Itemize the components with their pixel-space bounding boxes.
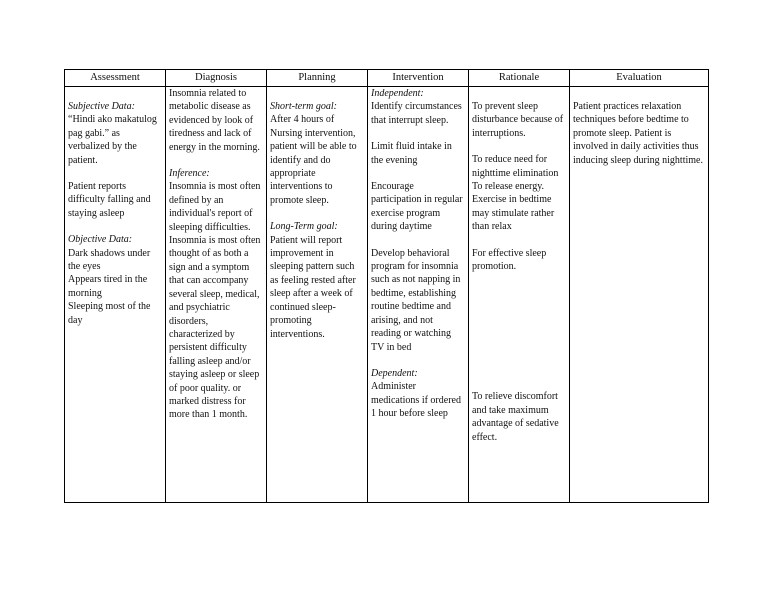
header-diagnosis: Diagnosis <box>166 70 267 87</box>
header-assessment: Assessment <box>65 70 166 87</box>
evaluation-cell <box>570 87 709 503</box>
assessment-cell <box>65 87 166 503</box>
intervention-cell <box>368 87 469 503</box>
header-row <box>65 70 709 87</box>
nursing-care-plan-table <box>64 69 709 503</box>
header-rationale: Rationale <box>469 70 570 87</box>
patient-report-text: Patient reports difficulty falling and staying asleep <box>68 181 151 219</box>
intervention-item: Limit fluid intake in the evening <box>371 141 452 166</box>
rationale-item: For effective sleep promotion. <box>472 247 547 273</box>
intervention-item: Encourage participation in regular exercise program during daytime <box>371 181 463 233</box>
diagnosis-cell <box>166 87 267 503</box>
intervention-item: Identify circumstances that interrupt sleep. <box>371 101 462 126</box>
long-term-goal-label: Long-Term goal: <box>270 221 338 233</box>
rationale-item: To reduce need for nighttime elimination <box>472 154 559 179</box>
intervention-item: Develop behavioral program for insomnia such as not napping in bedtime, establishing routine bedtime and arising, and not reading or watching TV in bed <box>371 247 461 353</box>
inference-text: Insomnia is most often thought of as both a sign and a symptom that can accompany several sleep, medical, and psychiatric disorders, characterized by persistent difficulty falling asleep and/or staying asleep or sleep of poor quality. or marked distress for more than 1 month. <box>169 235 261 421</box>
evaluation-text: Patient practices relaxation techniques before bedtime to promote sleep. Patient is involved in daily activities thus inducing sleep during nighttime. <box>573 101 703 166</box>
inference-text: Insomnia is most often defined by an individual's report of sleeping difficulties. <box>169 181 261 233</box>
diagnosis-statement: Insomnia related to metabolic disease as evidenced by look of tiredness and lack of energy in the morning. <box>169 88 260 153</box>
short-term-goal-text: After 4 hours of Nursing intervention, patient will be able to identify and do appropriate interventions to promote sleep. <box>270 114 357 206</box>
intervention-item: Administer medications if ordered 1 hour before sleep <box>371 381 461 420</box>
objective-item: Dark shadows under the eyes <box>68 247 151 273</box>
long-term-goal-text: Patient will report improvement in sleeping pattern such as feeling rested after sleep after a week of continued sleep-promoting interventions. <box>270 234 356 340</box>
rationale-item: To relieve discomfort and take maximum advantage of sedative effect. <box>472 391 559 443</box>
objective-data-label: Objective Data: <box>68 234 133 246</box>
header-evaluation: Evaluation <box>570 70 709 87</box>
rationale-item: To release energy. Exercise in bedtime may stimulate rather than relax <box>472 181 555 233</box>
subjective-data-label: Subjective Data: <box>68 101 135 112</box>
inference-label: Inference: <box>169 168 210 180</box>
subjective-data-text: “Hindi ako makatulog pag gabi.” as verbalized by the patient. <box>68 114 157 166</box>
planning-cell <box>267 87 368 503</box>
rationale-cell <box>469 87 570 503</box>
independent-label: Independent: <box>371 88 424 99</box>
header-planning: Planning <box>267 70 368 87</box>
dependent-label: Dependent: <box>371 367 418 379</box>
header-intervention: Intervention <box>368 70 469 87</box>
objective-item: Appears tired in the morning <box>68 274 148 299</box>
objective-item: Sleeping most of the day <box>68 301 151 326</box>
care-plan-row <box>65 87 709 503</box>
short-term-goal-label: Short-term goal: <box>270 101 337 112</box>
rationale-item: To prevent sleep disturbance because of interruptions. <box>472 101 564 139</box>
